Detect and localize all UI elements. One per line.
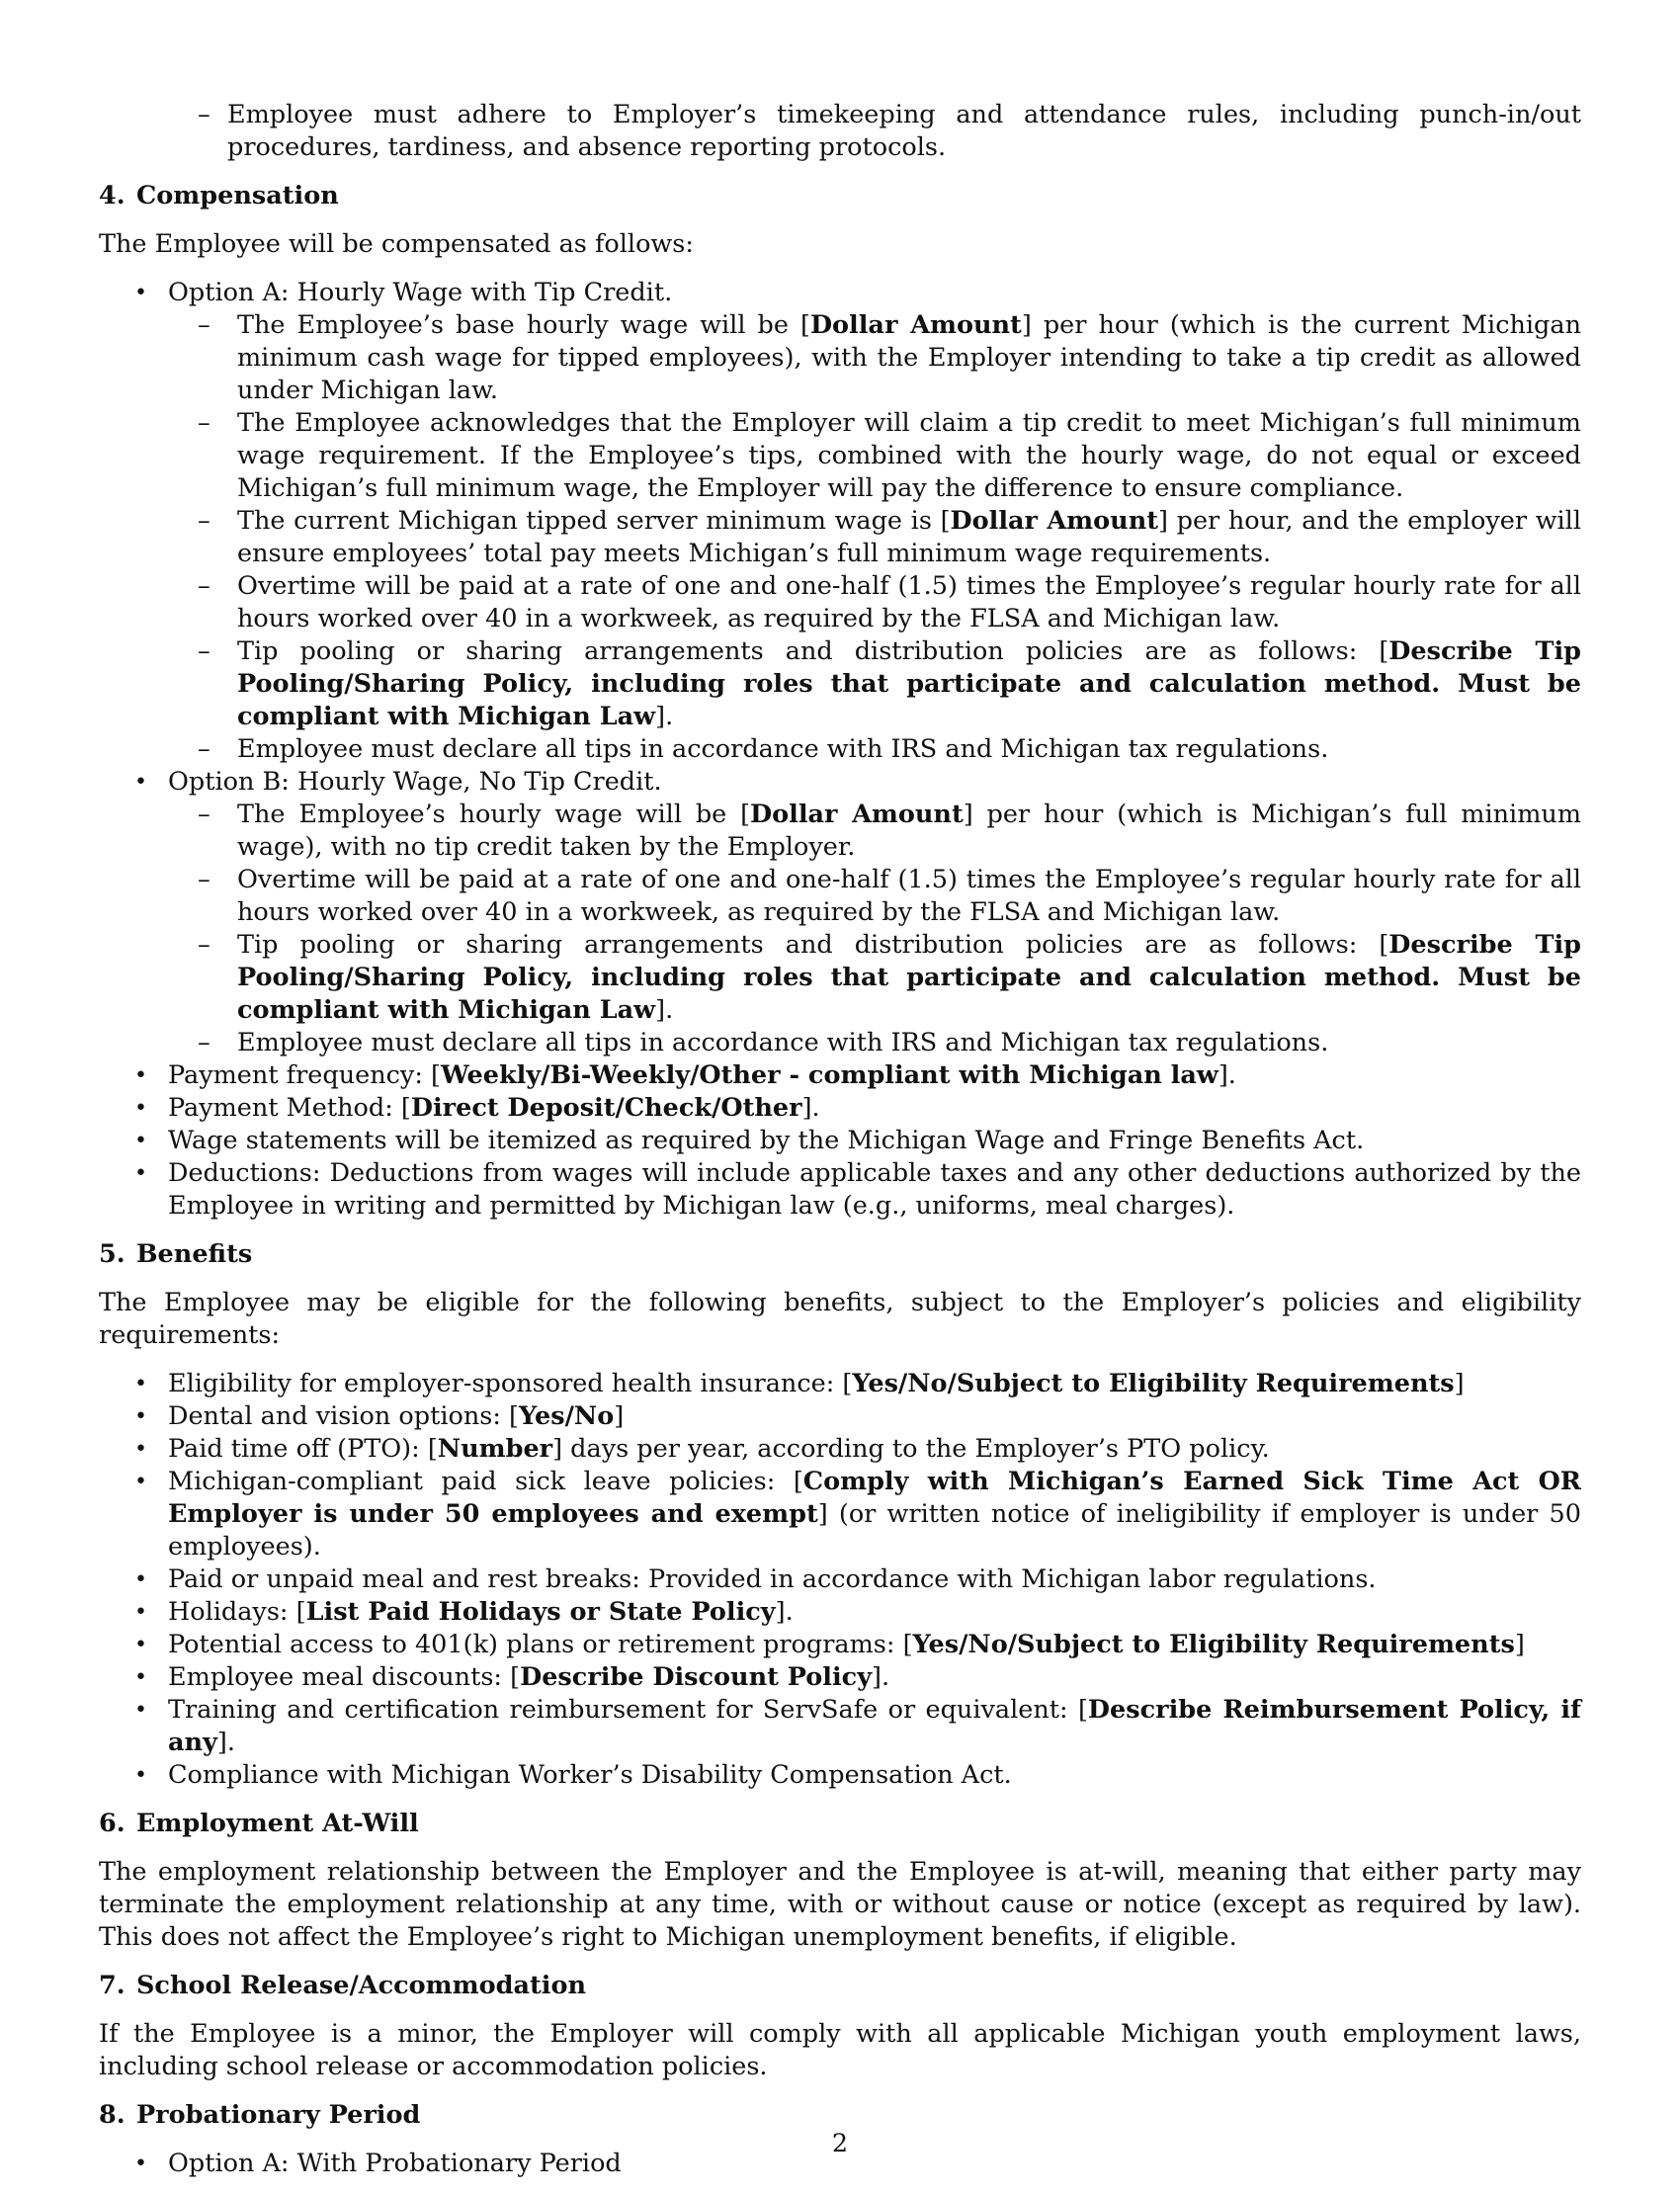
section-number: 4. <box>99 181 126 211</box>
item-text: Tip pooling or sharing arrangements and distribution policies are as follows: [ <box>237 636 1389 666</box>
item-text: The Employee’s base hourly wage will be [ <box>237 310 810 340</box>
list-item <box>99 1759 1581 1792</box>
item-text: ]. <box>775 1597 794 1627</box>
bullet-marker: • <box>134 770 147 795</box>
section-number: 6. <box>99 1809 126 1838</box>
item-text: Eligibility for employer-sponsored health insurance: [ <box>168 1369 853 1398</box>
section-title: Compensation <box>136 181 339 211</box>
bullet-marker: • <box>134 1470 147 1494</box>
section-heading-probationary <box>99 2099 1581 2132</box>
list-item <box>99 99 1581 164</box>
section-intro: The Employee will be compensated as follows: <box>99 229 694 259</box>
dash-marker: – <box>198 310 210 340</box>
item-text: ]. <box>1218 1060 1236 1090</box>
placeholder-text: Comply with Michigan’s Earned Sick Time Act OR Employer is under 50 employees and exempt <box>168 1467 1582 1529</box>
list-item <box>99 1125 1581 1157</box>
option-label: Option A: Hourly Wage with Tip Credit. <box>168 278 673 307</box>
list-item <box>99 1563 1581 1596</box>
bullet-marker: • <box>134 281 147 305</box>
item-text: Holidays: [ <box>168 1597 306 1627</box>
placeholder-text: Describe Tip Pooling/Sharing Policy, including roles that participate and calculation method. Must be compliant with Michigan Law <box>237 636 1581 731</box>
compensation-list <box>99 277 1581 1223</box>
list-item <box>168 799 1581 864</box>
item-text: ] <box>1454 1369 1465 1398</box>
item-text: Overtime will be paid at a rate of one and one-half (1.5) times the Employee’s regular hourly rate for all hours worked over 40 in a workweek, as required by the FLSA and Michigan law. <box>237 865 1581 927</box>
dash-marker: – <box>198 930 210 960</box>
dash-marker: – <box>198 571 210 601</box>
list-item <box>99 1092 1581 1125</box>
item-text: Option A: With Probationary Period <box>168 2149 622 2178</box>
bullet-marker: • <box>134 1372 147 1396</box>
bullet-marker: • <box>134 1567 147 1592</box>
placeholder-text: List Paid Holidays or State Policy <box>305 1597 776 1627</box>
list-item <box>99 1466 1581 1563</box>
item-text: Michigan-compliant paid sick leave policies: [ <box>168 1467 803 1496</box>
list-item <box>99 1368 1581 1400</box>
benefits-list <box>99 1368 1581 1792</box>
list-item <box>99 1596 1581 1629</box>
list-item <box>99 277 1581 766</box>
item-text: ]. <box>655 702 674 731</box>
section-body: The employment relationship between the Employer and the Employee is at-will, meaning that either party may terminate the employment relationship at any time, with or without cause or notice (except as required by law). This does not affect the Employee’s right to Michigan unemployment benefits, if eligible. <box>99 1857 1581 1952</box>
bullet-marker: • <box>134 1698 147 1723</box>
item-text: Paid or unpaid meal and rest breaks: Provided in accordance with Michigan labor regulations. <box>168 1564 1377 1594</box>
section-heading-compensation <box>99 180 1581 212</box>
bullet-marker: • <box>134 1404 147 1429</box>
item-text: ] <box>1514 1630 1525 1659</box>
item-text: ] (or written notice of ineligibility if employer is under 50 employees). <box>168 1499 1581 1562</box>
section-title: Probationary Period <box>136 2100 421 2130</box>
item-text: ]. <box>216 1728 235 1757</box>
item-text: Payment frequency: [ <box>168 1060 441 1090</box>
section-title: Benefits <box>136 1239 253 1269</box>
list-item <box>99 1629 1581 1661</box>
item-text: Employee meal discounts: [ <box>168 1662 521 1692</box>
bullet-marker: • <box>134 1161 147 1186</box>
item-text: The Employee’s hourly wage will be [ <box>237 800 751 829</box>
bullet-marker: • <box>134 1437 147 1462</box>
bullet-marker: • <box>134 1063 147 1088</box>
dash-marker: – <box>198 636 210 666</box>
section-number: 5. <box>99 1239 126 1269</box>
placeholder-text: Yes/No/Subject to Eligibility Requirements <box>912 1630 1515 1659</box>
option-label: Option B: Hourly Wage, No Tip Credit. <box>168 767 662 797</box>
placeholder-text: Describe Discount Policy <box>520 1662 873 1692</box>
item-text: ] per hour, and the employer will ensure employees’ total pay meets Michigan’s full minimum wage requirements. <box>237 506 1581 568</box>
placeholder-text: Describe Reimbursement Policy, if any <box>168 1695 1581 1757</box>
section-number: 7. <box>99 1971 126 2000</box>
dash-marker: – <box>198 1028 210 1057</box>
section-heading-school-release <box>99 1970 1581 2002</box>
list-item <box>99 1157 1581 1223</box>
item-text: Overtime will be paid at a rate of one and one-half (1.5) times the Employee’s regular hourly rate for all hours worked over 40 in a workweek, as required by the FLSA and Michigan law. <box>237 571 1581 633</box>
dash-marker: – <box>198 865 210 894</box>
page-number: 2 <box>831 2129 849 2158</box>
section-title: Employment At-Will <box>136 1809 419 1838</box>
bullet-marker: • <box>134 1096 147 1121</box>
item-text: ]. <box>801 1093 820 1123</box>
item-text: Payment Method: [ <box>168 1093 411 1123</box>
placeholder-text: Dollar Amount <box>950 506 1159 536</box>
dash-marker: – <box>198 734 210 764</box>
item-text: ]. <box>655 995 674 1025</box>
section-intro: The Employee may be eligible for the following benefits, subject to the Employer’s policies and eligibility requirements: <box>99 1288 1581 1350</box>
item-text: Potential access to 401(k) plans or retirement programs: [ <box>168 1630 913 1659</box>
item-text: Dental and vision options: [ <box>168 1401 519 1431</box>
item-text: ]. <box>872 1662 890 1692</box>
list-item <box>168 1027 1581 1059</box>
item-text: Wage statements will be itemized as required by the Michigan Wage and Fringe Benefits Act. <box>168 1126 1365 1155</box>
item-text: Compliance with Michigan Worker’s Disability Compensation Act. <box>168 1760 1012 1790</box>
item-text: ] days per year, according to the Employer’s PTO policy. <box>552 1434 1270 1464</box>
bullet-marker: • <box>134 1129 147 1153</box>
item-text: Employee must adhere to Employer’s timekeeping and attendance rules, including punch-in/out procedures, tardiness, and absence reporting protocols. <box>227 100 1581 162</box>
section-number: 8. <box>99 2100 126 2130</box>
list-item <box>168 635 1581 733</box>
placeholder-text: Yes/No <box>519 1401 615 1431</box>
document-page <box>99 99 1581 2196</box>
bullet-marker: • <box>134 1763 147 1788</box>
placeholder-text: Dollar Amount <box>750 800 964 829</box>
item-text: Employee must declare all tips in accordance with IRS and Michigan tax regulations. <box>237 1028 1329 1057</box>
item-text: ] <box>614 1401 625 1431</box>
bullet-marker: • <box>134 1665 147 1690</box>
item-text: ] per hour (which is the current Michigan minimum cash wage for tipped employees), with the Employer intending to take a tip credit as allowed under Michigan law. <box>237 310 1582 405</box>
item-text: Training and certification reimbursement for ServSafe or equivalent: [ <box>168 1695 1088 1725</box>
section-title: School Release/Accommodation <box>136 1971 586 2000</box>
item-text: The Employee acknowledges that the Employer will claim a tip credit to meet Michigan’s full minimum wage requirement. If the Employee’s tips, combined with the hourly wage, do not equal or exceed Michigan’s full minimum wage, the Employer will pay the difference to ensure compliance. <box>237 408 1581 503</box>
item-text: ] per hour (which is Michigan’s full minimum wage), with no tip credit taken by the Employer. <box>237 800 1581 862</box>
list-item <box>168 864 1581 929</box>
bullet-marker: • <box>134 1633 147 1657</box>
placeholder-text: Yes/No/Subject to Eligibility Requirements <box>852 1369 1455 1398</box>
dash-marker: – <box>198 100 210 129</box>
list-item <box>99 766 1581 1059</box>
section-body: If the Employee is a minor, the Employer will comply with all applicable Michigan youth employment laws, including school release or accommodation policies. <box>99 2019 1581 2081</box>
placeholder-text: Weekly/Bi-Weekly/Other - compliant with Michigan law <box>440 1060 1218 1090</box>
bullet-marker: • <box>134 2152 147 2176</box>
placeholder-text: Direct Deposit/Check/Other <box>410 1093 802 1123</box>
item-text: Employee must declare all tips in accordance with IRS and Michigan tax regulations. <box>237 734 1329 764</box>
list-item <box>168 407 1581 505</box>
dash-marker: – <box>198 506 210 536</box>
list-item <box>99 1433 1581 1466</box>
list-item <box>168 733 1581 766</box>
item-text: Deductions: Deductions from wages will include applicable taxes and any other deductions authorized by the Employee in writing and permitted by Michigan law (e.g., uniforms, meal charges). <box>168 1158 1581 1221</box>
dash-marker: – <box>198 800 210 829</box>
list-item <box>99 1059 1581 1092</box>
dash-marker: – <box>198 408 210 438</box>
list-item <box>168 309 1581 407</box>
placeholder-text: Describe Tip Pooling/Sharing Policy, including roles that participate and calculation method. Must be compliant with Michigan Law <box>237 930 1581 1025</box>
list-item <box>168 570 1581 635</box>
item-text: Paid time off (PTO): [ <box>168 1434 438 1464</box>
item-text: Tip pooling or sharing arrangements and distribution policies are as follows: [ <box>237 930 1389 960</box>
list-item <box>168 505 1581 570</box>
list-item <box>99 1694 1581 1759</box>
list-item <box>168 929 1581 1027</box>
list-item <box>99 1661 1581 1694</box>
item-text: The current Michigan tipped server minimum wage is [ <box>237 506 951 536</box>
list-item <box>99 1400 1581 1433</box>
placeholder-text: Dollar Amount <box>809 310 1022 340</box>
bullet-marker: • <box>134 1600 147 1625</box>
section-heading-at-will <box>99 1808 1581 1840</box>
placeholder-text: Number <box>437 1434 553 1464</box>
section-heading-benefits <box>99 1238 1581 1271</box>
